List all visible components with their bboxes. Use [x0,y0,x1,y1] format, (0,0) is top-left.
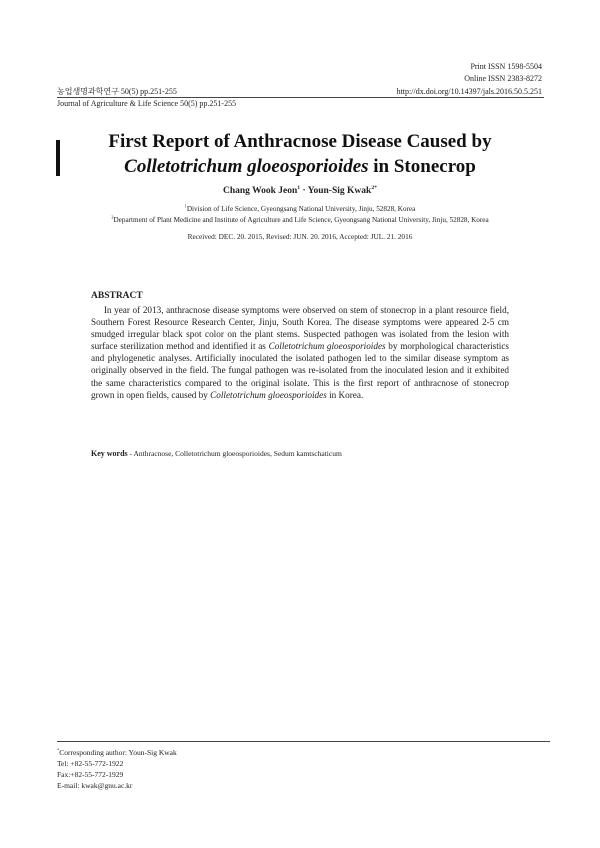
author-2-sup: 2* [371,184,377,191]
corresponding-author [57,748,177,758]
abstract-part2: by morphological characteristics and phylogenetic analyses. Artificially inoculated the isolated pathogen led to the similar disease symptom as originally observed in the field. The fungal pathogen was re-isolated from the inoculated lesion and it exhibited the same characteristics compared to the original isolate. This is the first report of anthracnose of stonecrop grown in open fields, caused by [91,341,510,400]
received-dates: Received: DEC. 20. 2015, Revised: JUN. 20. 2016, Accepted: JUL. 21. 2016 [187,232,413,241]
doi-link[interactable]: http://dx.doi.org/10.14397/jals.2016.50.5.251 [396,87,542,96]
paper-title-line2 [0,155,600,179]
affiliation-1 [0,204,600,215]
author-1-sup: 1 [297,184,301,191]
author-list [0,186,600,196]
abstract-species-1: Colletotrichum gloeosporioides [268,341,386,352]
corresponding-text: Corresponding author: Youn-Sig Kwak [59,748,177,757]
abstract-body [91,304,509,401]
abstract-part3: in Korea. [326,389,364,400]
abstract-heading: ABSTRACT [91,291,143,301]
aff-2-sup: 2 [111,214,114,220]
online-issn: Online ISSN 2383-8272 [464,74,542,83]
journal-korean: 농업생명과학연구 50(5) pp.251-255 [57,87,177,96]
affiliation-2 [0,215,600,226]
keywords [91,449,342,458]
abstract-species-2: Colletotrichum gloeosporioides [210,389,327,400]
footnote-tel: Tel: +82-55-772-1922 [57,759,124,768]
aff-1-sup: 1 [184,203,187,209]
aff-2-text: Department of Plant Medicine and Institute of Agriculture and Life Science, Gyeongsang National University, Jinju, 52828, Korea [113,216,489,224]
keywords-text: - Anthracnose, Colletotrichum gloeosporioides, Sedum kamtschaticum [127,449,342,458]
header-rule [57,97,544,98]
author-separator: · [300,186,308,196]
journal-english: Journal of Agriculture & Life Science 50(5) pp.251-255 [57,99,237,108]
aff-1-text: Division of Life Science, Gyeongsang National University, Jinju, 52828, Korea [186,205,416,213]
footnote-rule [57,741,550,742]
author-1: Chang Wook Jeon [223,186,298,196]
paper-title-line1: First Report of Anthracnose Disease Caused by [108,131,492,152]
print-issn: Print ISSN 1598-5504 [470,62,542,71]
title-species: Colletotrichum gloeosporioides [124,156,369,177]
keywords-label: Key words [91,449,128,458]
footnote-email[interactable]: E-mail: kwak@gnu.ac.kr [57,781,133,790]
author-2: Youn-Sig Kwak [307,186,372,196]
footnote-fax: Fax:+82-55-772-1929 [57,770,124,779]
title-rest: in Stonecrop [368,156,476,177]
corresponding-sup: * [57,747,60,753]
abstract-part1: In year of 2013, anthracnose disease symptoms were observed on stem of stonecrop in a plant resource field, Southern Forest Resource Research Center, Jinju, South Korea. The disease symptoms were appeared 2-5 cm smudged irregular black spot color on the plant stems. Suspected pathogen was isolated from the lesion with surface sterilization method and identified it as [91,305,509,352]
